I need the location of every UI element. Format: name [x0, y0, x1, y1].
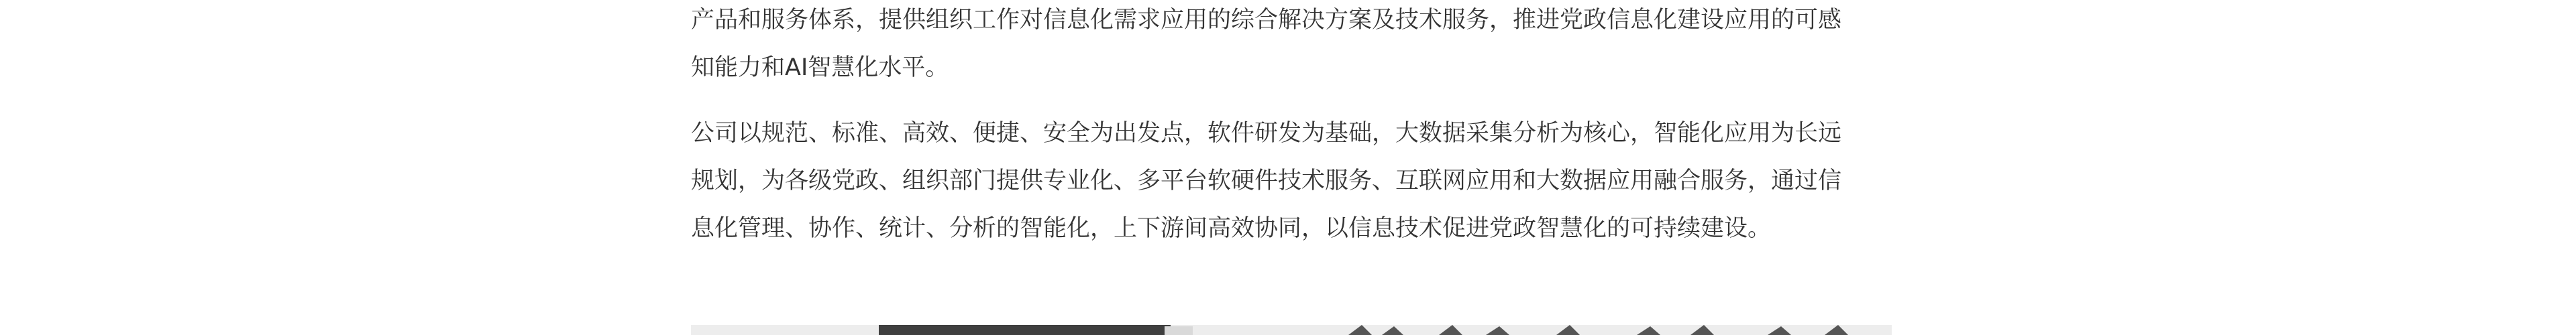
article-image-graphic	[691, 325, 1892, 335]
company-description-paragraph-1	[691, 0, 1892, 92]
company-description-paragraph-2	[691, 110, 1892, 253]
paragraph-2-line-3: 息化管理、协作、统计、分析的智能化，上下游间高效协同，以信息技术促进党政智慧化的可持续建设。	[691, 215, 1772, 242]
paragraph-1-line-2: 知能力和AI智慧化水平。	[691, 54, 949, 81]
paragraph-1-line-1: 产品和服务体系，提供组织工作对信息化需求应用的综合解决方案及技术服务，推进党政信息化建设应用的可感	[691, 7, 1842, 34]
image-dark-section	[879, 325, 1171, 335]
paragraph-2-line-2: 规划，为各级党政、组织部门提供专业化、多平台软硬件技术服务、互联网应用和大数据应用融合服务，通过信	[691, 168, 1842, 194]
article-image-preview	[691, 325, 1892, 335]
image-light-shape	[1165, 326, 1193, 335]
paragraph-2-line-1: 公司以规范、标准、高效、便捷、安全为出发点，软件研发为基础，大数据采集分析为核心，智能化应用为长远	[691, 120, 1842, 147]
